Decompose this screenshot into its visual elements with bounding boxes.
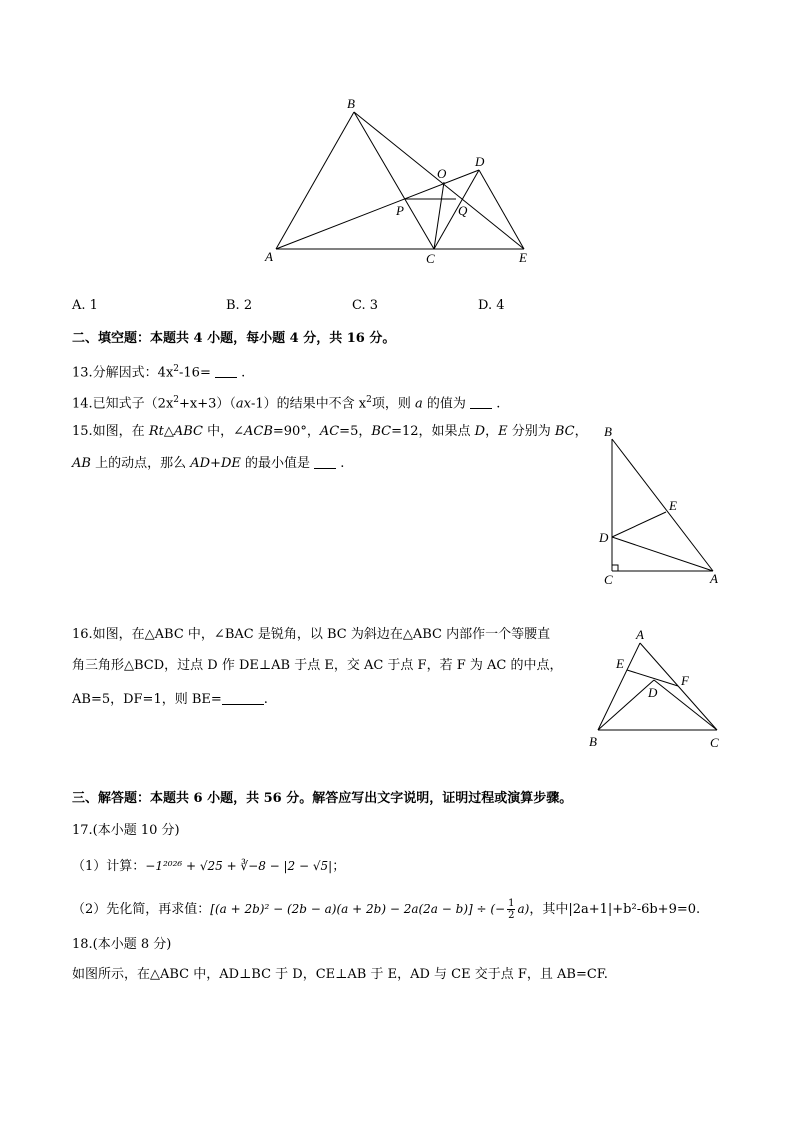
fig-q15-label-B: B bbox=[604, 424, 612, 439]
fig1-label-B: B bbox=[347, 96, 355, 111]
question-17-part-2: （2）先化简，再求值：[(a + 2b)² − (2b − a)(a + 2b) − 2a(2a − b)] ÷ (− $\frac{1}{2}$ a)，其中|2a+1|+b²-6b+9=0. bbox=[72, 898, 701, 921]
fig1-label-P: P bbox=[396, 203, 404, 218]
question-13: 13.分解因式：$4x^2-16=$ . bbox=[72, 364, 246, 381]
section-3-heading: 三、解答题：本题共 6 小题，共 56 分。解答应写出文字说明，证明过程或演算步骤。 bbox=[72, 791, 573, 806]
question-16-line-2: 角三角形△BCD，过点 D 作 DE⊥AB 于点 E，交 AC 于点 F，若 F 为 AC 的中点， bbox=[72, 658, 563, 673]
fig-q16-label-A: A bbox=[636, 627, 644, 642]
question-17-part-1: （1）计算：−1²⁰²⁶ + √25 + ∛−8 − |2 − √5|； bbox=[72, 859, 346, 874]
fig1-label-Q: Q bbox=[458, 203, 468, 218]
section-2-heading: 二、填空题：本题共 4 小题，每小题 4 分，共 16 分。 bbox=[72, 331, 396, 346]
fig1-label-A: A bbox=[265, 249, 273, 264]
fig-q16-label-D: D bbox=[648, 685, 658, 700]
option-a: A. 1 bbox=[72, 298, 98, 313]
q17-p2-expression: [(a + 2b)² − (2b − a)(a + 2b) − 2a(2a − b)] ÷ (− bbox=[210, 902, 506, 916]
fig-q15-label-A: A bbox=[710, 571, 718, 586]
fig-q15-label-D: D bbox=[599, 530, 609, 545]
option-c: C. 3 bbox=[352, 298, 379, 313]
option-b: B. 2 bbox=[226, 298, 253, 313]
fraction: $\frac{1}{2}$ bbox=[508, 898, 515, 921]
fig-q15-label-E: E bbox=[669, 498, 677, 513]
fig-q16-label-E: E bbox=[616, 656, 624, 671]
question-15-line-2: AB 上的动点，那么 AD+DE 的最小值是 . bbox=[72, 456, 345, 471]
question-18-text: 如图所示，在△ABC 中，AD⊥BC 于 D，CE⊥AB 于 E，AD 与 CE 交于点 F，且 AB=CF. bbox=[72, 967, 608, 982]
question-15-line-1: 15.如图，在 Rt△ABC 中，∠ACB=90°，AC=5，BC=12，如果点 D，E 分别为 BC， bbox=[72, 424, 588, 439]
question-18-heading: 18.(本小题 8 分) bbox=[72, 937, 172, 952]
q17-p1-expression: −1²⁰²⁶ + √25 + ∛−8 − |2 − √5| bbox=[145, 859, 333, 873]
fig-q16-label-C: C bbox=[710, 735, 719, 750]
question-16-line-1: 16.如图，在△ABC 中，∠BAC 是锐角，以 BC 为斜边在△ABC 内部作一个等腰直 bbox=[72, 627, 551, 642]
fig-q16-label-B: B bbox=[589, 734, 597, 749]
question-17-heading: 17.(本小题 10 分) bbox=[72, 823, 180, 838]
question-14: 14.已知式子$(2x^2+x+3)(ax-1)$的结果中不含 $x^2$项，则 a 的值为 . bbox=[72, 395, 501, 412]
fig-q15-label-C: C bbox=[604, 572, 613, 587]
fig-q16-label-F: F bbox=[681, 673, 689, 688]
fig1-label-C: C bbox=[426, 251, 435, 266]
fig1-label-D: D bbox=[475, 154, 485, 169]
fig1-label-O: O bbox=[437, 166, 447, 181]
option-d: D. 4 bbox=[478, 298, 505, 313]
fig1-label-E: E bbox=[519, 250, 527, 265]
question-16-line-3: AB=5，DF=1，则 BE= . bbox=[72, 692, 268, 707]
